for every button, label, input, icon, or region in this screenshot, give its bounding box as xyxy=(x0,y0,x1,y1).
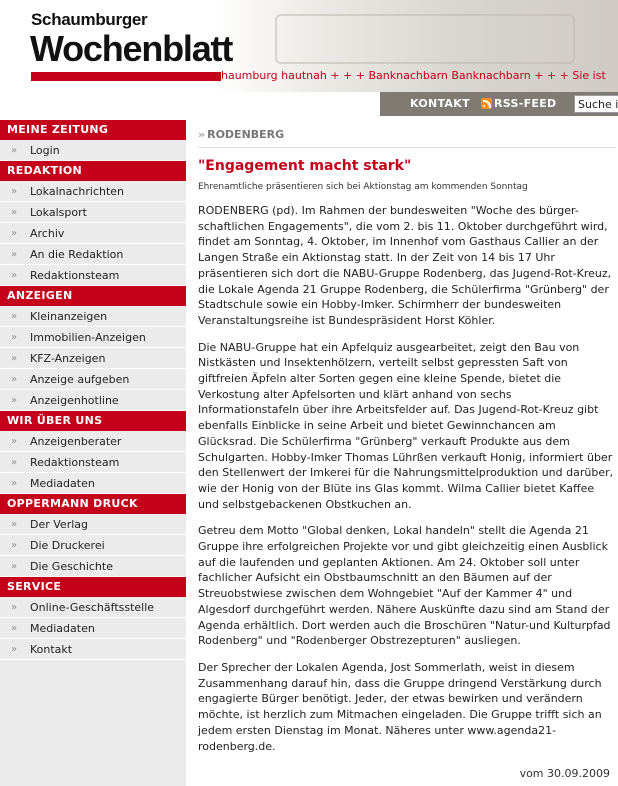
sidebar-item-label: Archiv xyxy=(30,227,65,240)
double-chevron-icon: » xyxy=(11,311,16,322)
kontakt-link[interactable]: KONTAKT xyxy=(410,97,470,110)
sidebar-item[interactable] xyxy=(0,431,186,452)
double-chevron-icon: » xyxy=(11,145,16,156)
sidebar-item[interactable] xyxy=(0,306,186,327)
sidebar-item-label: Kontakt xyxy=(30,643,73,656)
breadcrumb-label[interactable]: RODENBERG xyxy=(207,128,285,141)
sidebar-item-label: Lokalnachrichten xyxy=(30,185,125,198)
sidebar-item[interactable] xyxy=(0,327,186,348)
sidebar-item[interactable] xyxy=(0,140,186,161)
sidebar-item[interactable] xyxy=(0,348,186,369)
logo-red-bar xyxy=(31,72,221,81)
sidebar-item[interactable] xyxy=(0,223,186,244)
sidebar-item-label: Redaktionsteam xyxy=(30,269,120,282)
sidebar-item[interactable] xyxy=(0,452,186,473)
article xyxy=(198,120,616,780)
double-chevron-icon: » xyxy=(11,395,16,406)
sidebar-item[interactable] xyxy=(0,618,186,639)
double-chevron-icon: » xyxy=(11,186,16,197)
double-chevron-icon: » xyxy=(11,436,16,447)
sidebar-item-label: Anzeigenberater xyxy=(30,435,122,448)
sidebar-item[interactable] xyxy=(0,597,186,618)
double-chevron-icon: » xyxy=(11,457,16,468)
top-navigation xyxy=(380,92,618,116)
sidebar-item[interactable] xyxy=(0,639,186,660)
rss-icon[interactable] xyxy=(481,98,492,109)
sidebar-section-title: REDAKTION xyxy=(0,161,186,181)
double-chevron-icon: » xyxy=(11,540,16,551)
double-chevron-icon: » xyxy=(11,228,16,239)
sidebar-item-label: Die Geschichte xyxy=(30,560,113,573)
sidebar-item[interactable] xyxy=(0,369,186,390)
sidebar-item[interactable] xyxy=(0,514,186,535)
sidebar-item[interactable] xyxy=(0,202,186,223)
sidebar-item-label: Immobilien-Anzeigen xyxy=(30,331,146,344)
rss-feed-link[interactable]: RSS-FEED xyxy=(494,97,557,110)
double-chevron-icon: » xyxy=(11,332,16,343)
double-chevron-icon: » xyxy=(11,602,16,613)
sidebar-item-label: Login xyxy=(30,144,60,157)
double-chevron-icon: » xyxy=(11,478,16,489)
double-chevron-icon: » xyxy=(11,519,16,530)
article-paragraph: Der Sprecher der Lokalen Agenda, Jost Sommerlath, weist in diesem Zusammenhang darauf hin, dass die Gruppe dringend Verstärkung durch engagierte Bürger benötigt. Jeder, der etwas bewirken und verändern möchte, ist herzlich zum Mitmachen eingeladen. Die Gruppe trifft sich an jedem ersten Dienstag im Monat. Näheres unter www.agenda21-rodenberg.de. xyxy=(198,660,602,753)
double-chevron-icon: » xyxy=(11,561,16,572)
sidebar-item-label: Anzeigenhotline xyxy=(30,394,119,407)
sidebar-section-title: OPPERMANN DRUCK xyxy=(0,494,186,514)
sidebar-item[interactable] xyxy=(0,265,186,286)
double-chevron-icon: » xyxy=(11,207,16,218)
sidebar-item-label: Redaktionsteam xyxy=(30,456,120,469)
sidebar-item[interactable] xyxy=(0,473,186,494)
double-chevron-icon: » xyxy=(11,623,16,634)
breadcrumb xyxy=(198,128,616,148)
sidebar-item-label: Der Verlag xyxy=(30,518,88,531)
double-chevron-icon: » xyxy=(11,353,16,364)
sidebar-item-label: Mediadaten xyxy=(30,477,95,490)
logo-line1[interactable]: Schaumburger xyxy=(31,10,148,29)
sidebar-item[interactable] xyxy=(0,244,186,265)
article-subtitle: Ehrenamtliche präsentieren sich bei Aktionstag am kommenden Sonntag xyxy=(198,182,528,192)
sidebar-section-title: SERVICE xyxy=(0,577,186,597)
double-chevron-icon: » xyxy=(11,644,16,655)
sidebar-item-label: Kleinanzeigen xyxy=(30,310,108,323)
article-paragraph: Die NABU-Gruppe hat ein Apfelquiz ausgearbeitet, zeigt den Bau von Nistkästen und Insektenhölzern, verteilt selbst gepressten Saft von giftfreien Äpfeln alter Sorten gegen eine kleine Spende, bietet die Verkostung alter Apfelsorten und klärt anhand von sechs Informationstafeln über ihre Arbeitsfelder auf. Das Jugend-Rot-Kreuz gibt ebenfalls Einblicke in seine Arbeit und bietet Gewinnchancen am Glücksrad. Die Schülerfirma "Grünberg" verkauft Produkte aus dem Schulgarten. Hobby-Imker Thomas Lührßen verkauft Honig, informiert über den Stellenwert der Imkerei für die Nahrungsmittelproduktion und darüber, wie der Honig von der Blüte ins Glas kommt. Wilma Callier bietet Kaffee und selbstgebackenen Obstkuchen an. xyxy=(198,340,614,511)
double-chevron-icon: » xyxy=(11,249,16,260)
sidebar-section-title: MEINE ZEITUNG xyxy=(0,120,186,140)
sidebar-item[interactable] xyxy=(0,181,186,202)
sidebar-section-title: ANZEIGEN xyxy=(0,286,186,306)
article-headline: "Engagement macht stark" xyxy=(198,158,412,174)
sidebar-item-label: Anzeige aufgeben xyxy=(30,373,130,386)
sidebar-item-label: Lokalsport xyxy=(30,206,87,219)
double-chevron-icon: » xyxy=(11,374,16,385)
sidebar-section-title: WIR ÜBER UNS xyxy=(0,411,186,431)
article-paragraph: RODENBERG (pd). Im Rahmen der bundesweiten "Woche des bürger-schaftlichen Engagements", die vom 2. bis 11. Oktober durchgeführt wird, findet am Sonntag, 4. Oktober, im Innenhof vom Gasthaus Callier an der Langen Straße ein Aktionstag statt. In der Zeit von 14 bis 17 Uhr präsentieren sich dort die NABU-Gruppe Rodenberg, das Jugend-Rot-Kreuz, die Lokale Agenda 21 Gruppe Rodenberg, die Schülerfirma "Grünberg" der Stadtschule sowie ein Hobby-Imker. Schirmherr der bundesweiten Veranstaltungsreihe ist Bundespräsident Horst Köhler. xyxy=(198,204,612,327)
search-input[interactable] xyxy=(574,95,618,113)
sidebar-item-label: Online-Geschäftsstelle xyxy=(30,601,155,614)
sidebar xyxy=(0,120,186,786)
sidebar-item-label: Die Druckerei xyxy=(30,539,105,552)
breadcrumb-arrow-icon: » xyxy=(198,128,204,141)
double-chevron-icon: » xyxy=(11,270,16,281)
sidebar-item-label: Mediadaten xyxy=(30,622,95,635)
sidebar-item[interactable] xyxy=(0,390,186,411)
sidebar-item-label: An die Redaktion xyxy=(30,248,124,261)
article-date: vom 30.09.2009 xyxy=(519,767,610,781)
page-header xyxy=(0,0,618,120)
logo-line2[interactable]: Wochenblatt xyxy=(30,28,233,69)
article-paragraph: Getreu dem Motto "Global denken, Lokal handeln" stellt die Agenda 21 Gruppe ihre erfolgreichen Projekte vor und gibt gleichzeitig einen Ausblick auf die laufenden und geplanten Aktionen. Am 24. Oktober soll unter fachlicher Aufsicht ein Obstbaumschnitt an den Bäumen auf der Streuobstwiese zwischen dem Wohngebiet "Auf der Kammer 4" und Algesdorf durchgeführt werden. Nähere Auskünfte dazu sind am Stand der Agenda erhältlich. Dort werden auch die Broschüren "Natur-und Kulturpfad Rodenberg" und "Rodenberger Obstrezepturen" ausliegen. xyxy=(198,524,611,648)
sidebar-item[interactable] xyxy=(0,535,186,556)
sidebar-item[interactable] xyxy=(0,556,186,577)
news-ticker[interactable]: haumburg hautnah + + + Banknachbarn Banknachbarn + + + Sie ist xyxy=(221,69,606,82)
sidebar-item-label: KFZ-Anzeigen xyxy=(30,352,106,365)
